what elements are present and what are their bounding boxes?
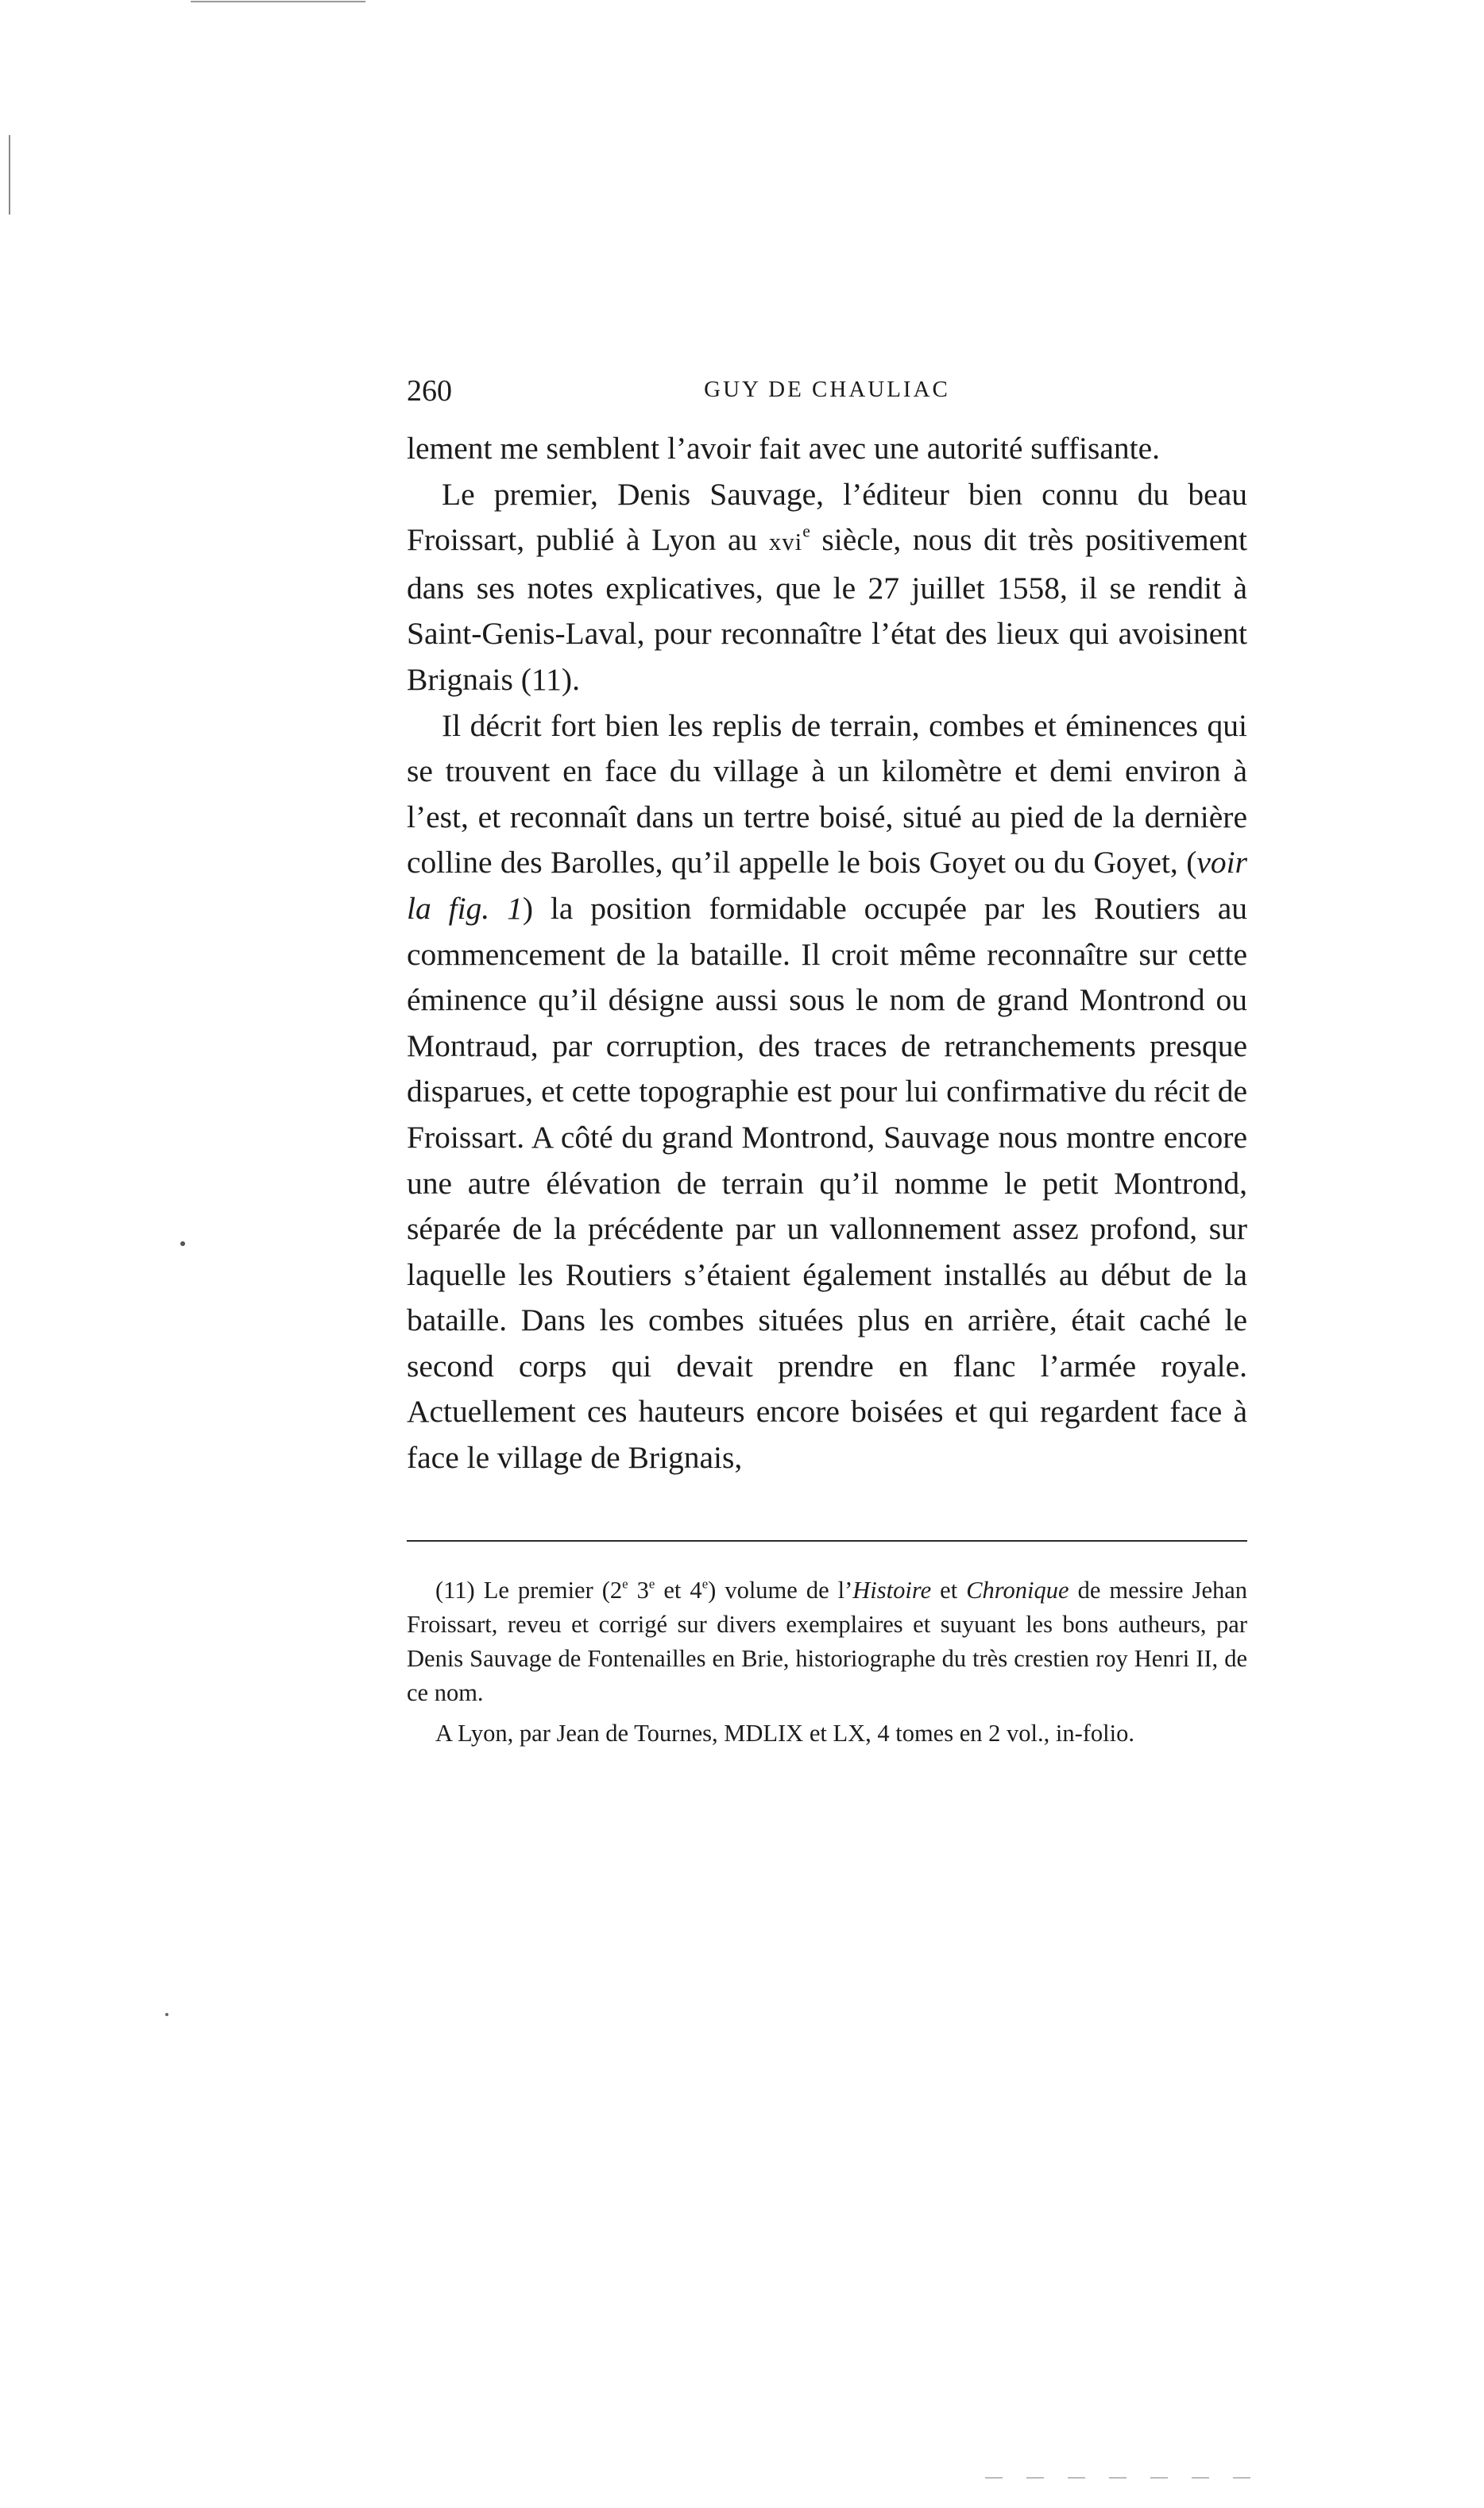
scan-speck bbox=[180, 1241, 185, 1246]
century-superscript: e bbox=[802, 521, 810, 541]
century-numeral: xvi bbox=[768, 528, 803, 556]
footnote-imprint bbox=[407, 1717, 1247, 1751]
book-title-histoire: Histoire bbox=[852, 1576, 932, 1604]
paragraph-1 bbox=[407, 426, 1247, 472]
book-title-chronique: Chronique bbox=[966, 1576, 1069, 1604]
scan-speck bbox=[165, 2013, 168, 2016]
main-text bbox=[407, 426, 1247, 1481]
paragraph-3-text-b: ) la position formidable occupée par les Routiers au commencement de la bataille. Il croit même reconnaître sur cette éminence qu’il désigne aussi sous le nom de grand Montrond ou Montraud, par corruption, des traces de retranchements presque disparues, et cette topographie est pour lui confirmative du récit de Froissart. A côté du grand Montrond, Sauvage nous montre encore une autre élévation de terrain qu’il nomme le petit Montrond, séparée de la précédente par un vallonnement assez profond, sur laquelle les Routiers s’étaient également installés au début de la bataille. Dans les combes situées plus en arrière, était caché le second corps qui devait prendre en flanc l’armée royale. Actuellement ces hauteurs encore boisées et qui regardent face à face le village de Brignais, bbox=[407, 890, 1247, 1476]
book-page bbox=[407, 373, 1247, 1751]
footnotes bbox=[407, 1573, 1247, 1751]
footnote-rule bbox=[407, 1540, 1247, 1542]
paragraph-3-text-a: Il décrit fort bien les replis de terrain, combes et éminences qui se trouvent en face du village à un kilomètre et demi environ à l’est, et reconnaît dans un tertre boisé, situé au pied de la dernière colline des Barolles, qu’il appelle le bois Goyet ou du Goyet, ( bbox=[407, 707, 1247, 881]
footnote-imprint-text: A Lyon, par Jean de Tournes, MDLIX et LX, 4 tomes en 2 vol., in-folio. bbox=[435, 1719, 1134, 1747]
paragraph-2-text-b: siècle, nous dit très positivement dans ses notes explicatives, que le 27 juillet 1558, il se rendit à Saint-Genis-Laval, pour reconnaître l’état des lieux qui avoisinent Brignais (11). bbox=[407, 522, 1248, 697]
paragraph-1-text: lement me semblent l’avoir fait avec une autorité suffisante. bbox=[407, 431, 1161, 466]
footnote-mid-c: ) volume de l’ bbox=[708, 1576, 853, 1604]
paragraph-3 bbox=[407, 703, 1247, 1481]
footnote-11 bbox=[407, 1573, 1247, 1710]
figure-reference: voir la fig. 1 bbox=[407, 845, 1247, 926]
running-head bbox=[407, 373, 1247, 415]
footnote-11-rest: de messire Jehan Froissart, reveu et corrigé sur divers exemplaires et suyuant les bons autheurs, par Denis Sauvage de Fontenailles en Brie, historiographe du très crestien roy Henri II, de ce nom. bbox=[407, 1576, 1248, 1706]
footnote-11-lead: (11) Le premier (2 bbox=[435, 1576, 623, 1604]
footnote-mid-a: 3 bbox=[628, 1576, 649, 1604]
page-number: 260 bbox=[407, 374, 452, 408]
footnote-mid-b: et 4 bbox=[655, 1576, 702, 1604]
footnote-sup-b: e bbox=[648, 1576, 655, 1592]
paragraph-2-text-a: Le premier, Denis Sauvage, l’éditeur bien connu du beau Froissart, publié à Lyon au bbox=[407, 476, 1247, 558]
running-title: GUY DE CHAULIAC bbox=[704, 377, 950, 402]
footnote-sup-c: e bbox=[701, 1576, 709, 1592]
paragraph-2 bbox=[407, 472, 1247, 703]
footnote-sup-a: e bbox=[622, 1576, 628, 1592]
footnote-and: et bbox=[931, 1576, 967, 1604]
